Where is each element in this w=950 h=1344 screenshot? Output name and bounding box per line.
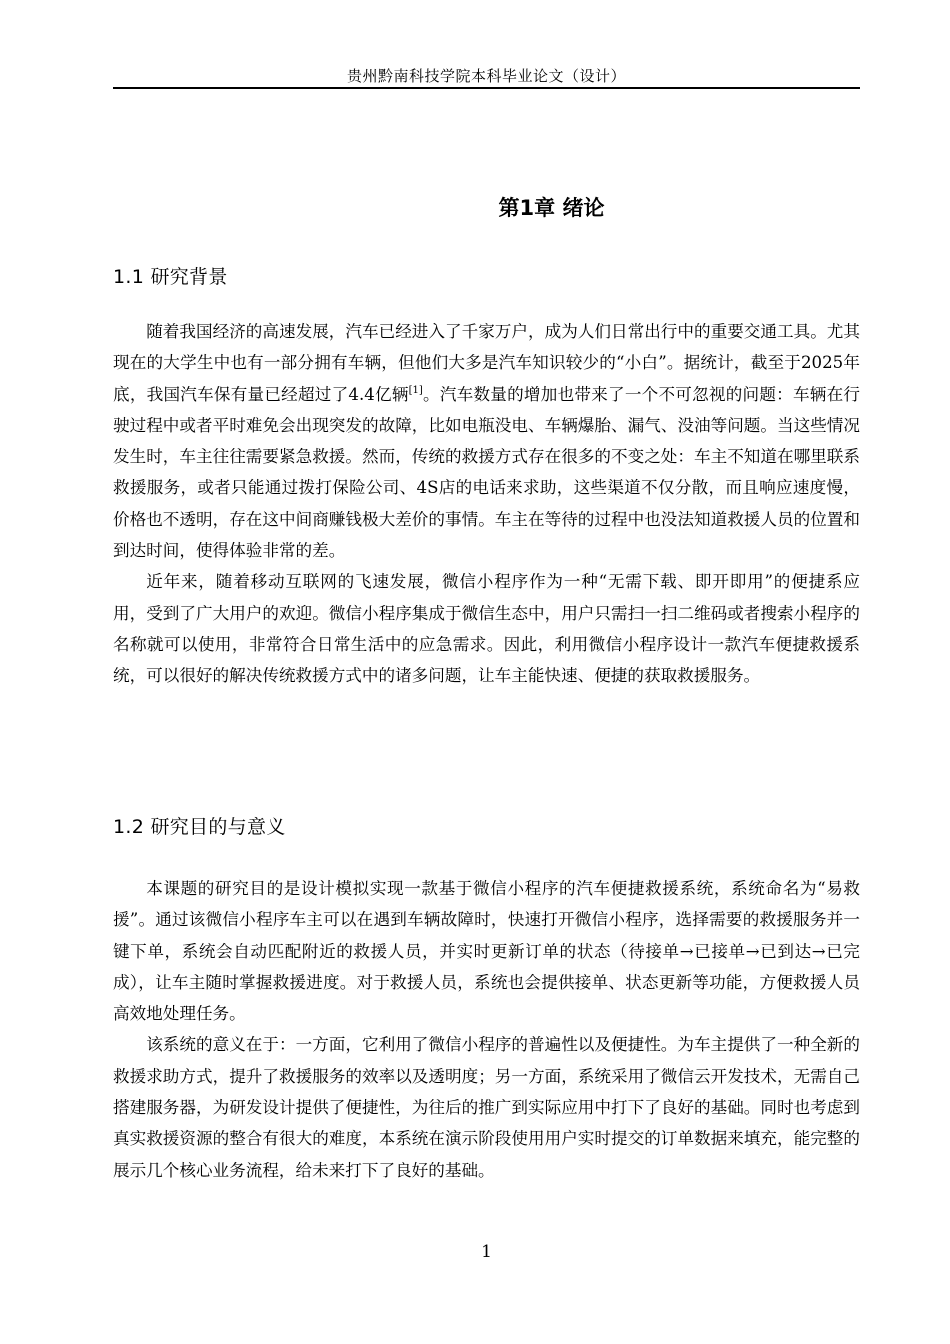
header-rule [113, 87, 860, 89]
paragraph-text: 。汽车数量的增加也带来了一个不可忽视的问题：车辆在行驶过程中或者平时难免会出现突发的故障，比如电瓶没电、车辆爆胎、漏气、没油等问题。当这些情况发生时，车主往往需要紧急救援。然而，传统的救援方式存在很多的不变之处：车主不知道在哪里联系救援服务，或者只能通过拨打保险公司、4S店的电话来求助，这些渠道不仅分散，而且响应速度慢，价格也不透明，存在这中间商赚钱极大差价的事情。车主在等待的过程中也没法知道救援人员的位置和到达时间，使得体验非常的差。 [113, 384, 861, 561]
paragraph: 该系统的意义在于：一方面，它利用了微信小程序的普遍性以及便捷性。为车主提供了一种全新的救援求助方式，提升了救援服务的效率以及透明度；另一方面，系统采用了微信云开发技术，无需自己搭建服务器，为研发设计提供了便捷性，为往后的推广到实际应用中打下了良好的基础。同时也考虑到真实救援资源的整合有很大的难度，本系统在演示阶段使用用户实时提交的订单数据来填充，能完整的展示几个核心业务流程，给未来打下了良好的基础。 [113, 1035, 860, 1180]
running-header: 贵州黔南科技学院本科毕业论文（设计） [346, 67, 626, 85]
page-number: 1 [481, 1242, 492, 1262]
paragraph [113, 316, 860, 566]
section-heading-1-2: 1.2 研究目的与意义 [113, 816, 286, 838]
section-heading-1-1: 1.1 研究背景 [113, 266, 228, 288]
paragraph: 本课题的研究目的是设计模拟实现一款基于微信小程序的汽车便捷救援系统，系统命名为“易救援”。通过该微信小程序车主可以在遇到车辆故障时，快速打开微信小程序，选择需要的救援服务并一键下单，系统会自动匹配附近的救援人员，并实时更新订单的状态（待接单→已接单→已到达→已完成），让车主随时掌握救援进度。对于救援人员，系统也会提供接单、状态更新等功能，方便救援人员高效地处理任务。 [113, 879, 860, 1024]
citation-marker: [1] [408, 384, 423, 396]
paragraph-text: 随着我国经济的高速发展，汽车已经进入了千家万户，成为人们日常出行中的重要交通工具。尤其现在的大学生中也有一部分拥有车辆，但他们大多是汽车知识较少的“小白”。据统计，截至于2025年底，我国汽车保有量已经超过了4.4亿辆 [113, 322, 860, 404]
paragraph: 近年来，随着移动互联网的飞速发展，微信小程序作为一种“无需下载、即开即用”的便捷系应用，受到了广大用户的欢迎。微信小程序集成于微信生态中，用户只需扫一扫二维码或者搜索小程序的名称就可以使用，非常符合日常生活中的应急需求。因此，利用微信小程序设计一款汽车便捷救援系统，可以很好的解决传统救援方式中的诸多问题，让车主能快速、便捷的获取救援服务。 [113, 572, 860, 686]
section-1-1-body [113, 316, 860, 692]
chapter-title: 第1章 绪论 [498, 196, 605, 220]
section-1-2-body [113, 873, 860, 1186]
